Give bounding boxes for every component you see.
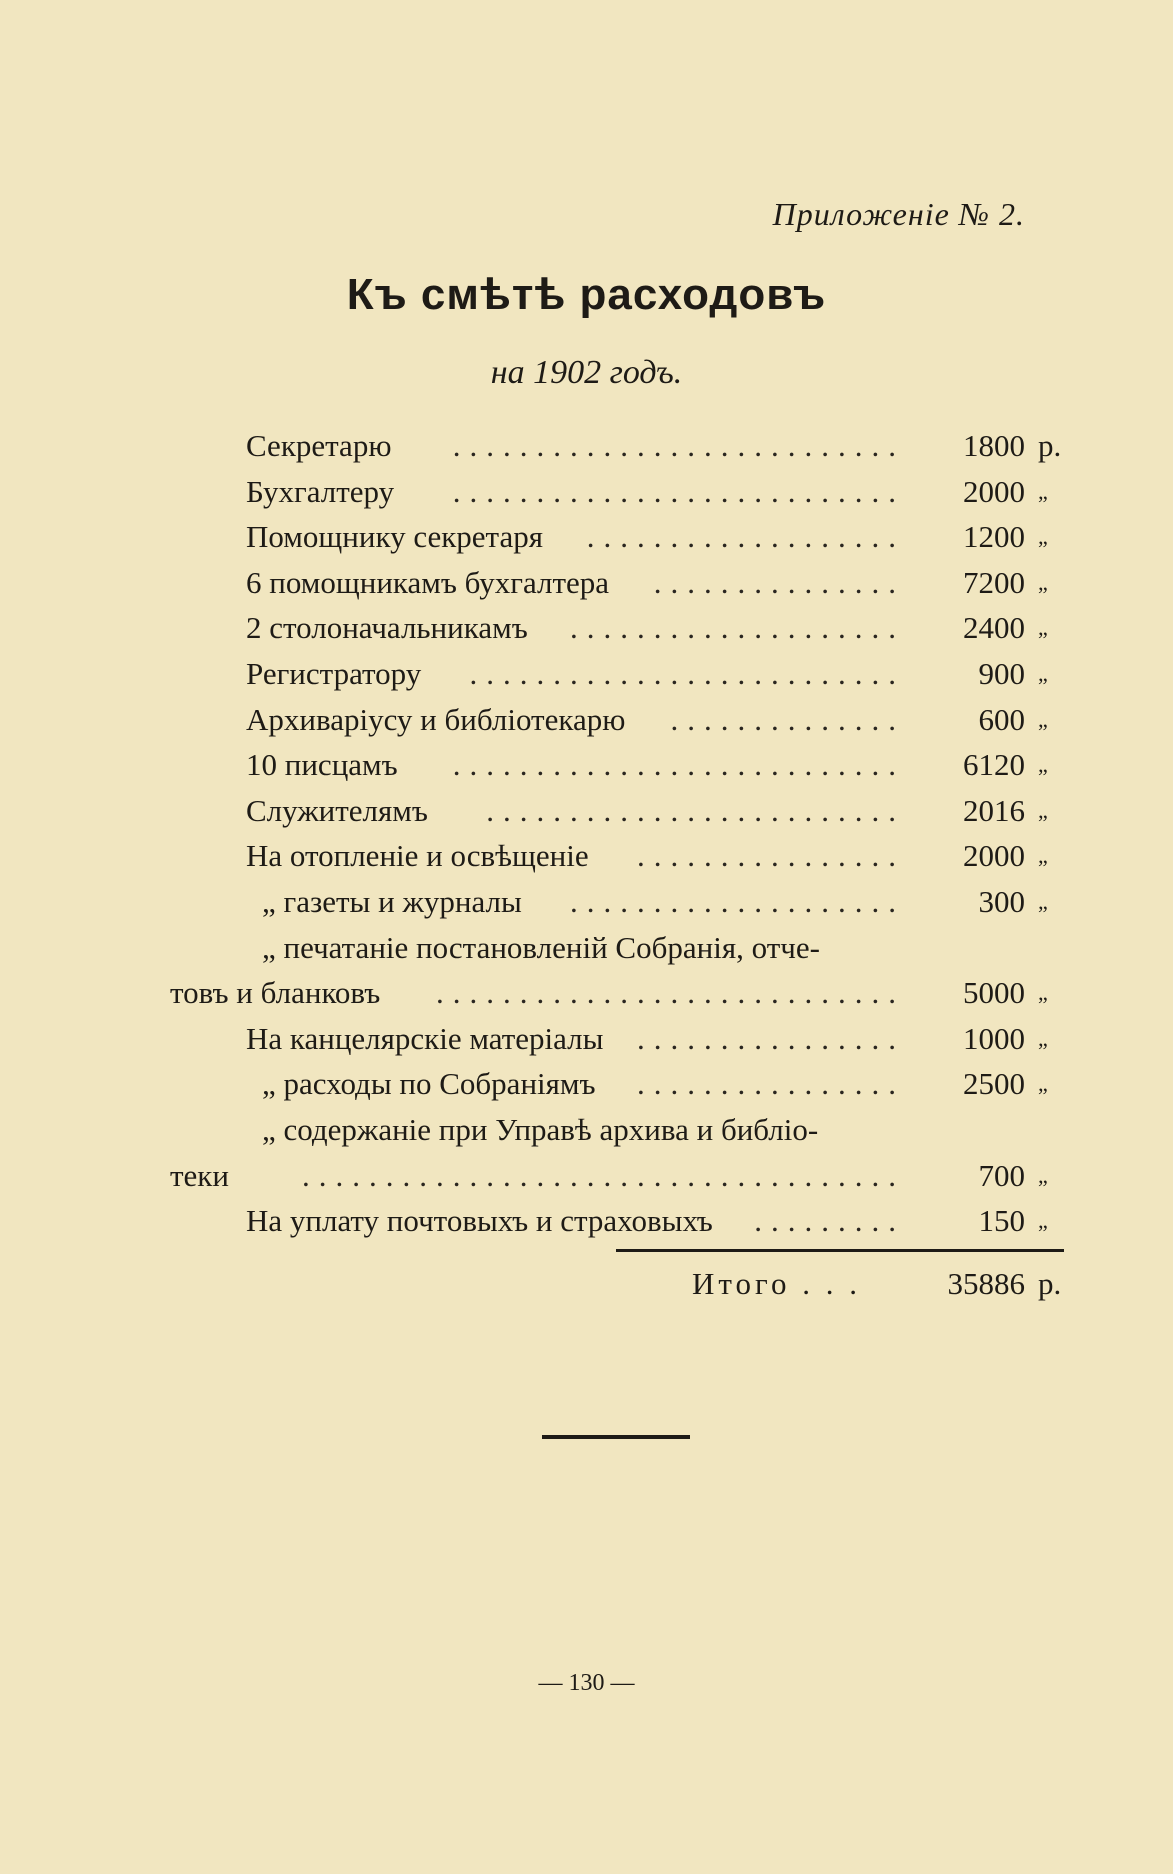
expense-amount: 300 bbox=[978, 884, 1025, 919]
expense-unit: „ bbox=[1038, 1025, 1048, 1051]
leader-dots: ................ bbox=[637, 1066, 905, 1102]
expense-label: Помощнику секретаря bbox=[246, 519, 543, 555]
expense-amount: 1200 bbox=[963, 519, 1025, 555]
expense-label: На уплату почтовыхъ и страховыхъ bbox=[246, 1203, 713, 1239]
expense-amount: 1000 bbox=[963, 1020, 1025, 1056]
expense-label: Служителямъ bbox=[246, 792, 428, 828]
expense-unit: „ bbox=[1038, 1208, 1048, 1234]
expense-label: теки bbox=[170, 1157, 229, 1193]
expense-row bbox=[0, 562, 1173, 604]
total-row bbox=[0, 1262, 1173, 1306]
appendix-label: Приложеніе № 2. bbox=[772, 196, 1025, 232]
expense-amount: 2500 bbox=[963, 1066, 1025, 1102]
total-unit: р. bbox=[1038, 1266, 1062, 1301]
expense-unit: „ bbox=[1038, 478, 1048, 504]
expense-label: Бухгалтеру bbox=[246, 473, 395, 509]
expense-label: „ печатаніе постановленій Собранія, отче- bbox=[262, 929, 820, 965]
leader-dots: ............................ bbox=[436, 975, 905, 1011]
leader-dots: .............. bbox=[670, 701, 905, 737]
expense-label: „ газеты и журналы bbox=[262, 884, 522, 919]
leader-dots: .................... bbox=[570, 884, 905, 919]
expense-row bbox=[0, 1109, 1173, 1151]
expense-unit: „ bbox=[1038, 980, 1048, 1006]
leader-dots: ........................... bbox=[452, 747, 905, 783]
expense-unit: „ bbox=[1038, 1162, 1048, 1188]
leader-dots: ........................... bbox=[452, 428, 905, 463]
expense-row bbox=[0, 744, 1173, 786]
expense-amount: 700 bbox=[978, 1157, 1025, 1193]
expense-unit: „ bbox=[1038, 1071, 1048, 1097]
expense-unit: „ bbox=[1038, 569, 1048, 595]
expense-label: „ содержаніе при Управѣ архива и библіо- bbox=[262, 1112, 819, 1147]
expense-label: „ расходы по Собраніямъ bbox=[262, 1066, 596, 1102]
expense-amount: 150 bbox=[978, 1203, 1025, 1239]
expense-unit: „ bbox=[1038, 661, 1048, 686]
leader-dots: ............... bbox=[653, 564, 905, 600]
expense-row bbox=[0, 1200, 1173, 1242]
leader-dots: ................... bbox=[586, 519, 905, 555]
total-label: Итого . . . bbox=[692, 1266, 861, 1301]
expense-amount: 5000 bbox=[963, 975, 1025, 1011]
expense-unit: „ bbox=[1038, 706, 1048, 732]
expense-row bbox=[0, 1063, 1173, 1105]
expense-row bbox=[0, 471, 1173, 513]
leader-dots: .................................... bbox=[302, 1157, 905, 1193]
sum-divider bbox=[616, 1249, 1064, 1252]
expense-amount: 2016 bbox=[963, 792, 1025, 828]
expense-row bbox=[0, 881, 1173, 923]
page-subtitle: на 1902 годъ. bbox=[490, 354, 683, 391]
expense-label: Архиваріусу и библіотекарю bbox=[246, 701, 626, 737]
expense-amount: 6120 bbox=[963, 747, 1025, 783]
expense-label: На отопленіе и освѣщеніе bbox=[246, 838, 589, 874]
expense-row bbox=[0, 835, 1173, 877]
expense-unit: „ bbox=[1038, 524, 1048, 550]
leader-dots: .......................... bbox=[469, 656, 905, 691]
page-number: — 130 — bbox=[538, 1670, 635, 1696]
leader-dots: ................ bbox=[637, 838, 905, 874]
expense-amount: 1800 bbox=[963, 428, 1025, 463]
expense-amount: 900 bbox=[978, 656, 1025, 691]
expense-amount: 2000 bbox=[963, 473, 1025, 509]
expense-row bbox=[0, 1155, 1173, 1197]
expense-unit: р. bbox=[1038, 428, 1062, 463]
leader-dots: ........................... bbox=[452, 473, 905, 509]
expense-label: товъ и бланковъ bbox=[170, 975, 381, 1011]
expense-unit: „ bbox=[1038, 797, 1048, 823]
page-title: Къ смѣтѣ расходовъ bbox=[346, 270, 827, 319]
expense-amount: 600 bbox=[978, 701, 1025, 737]
expense-row bbox=[0, 516, 1173, 558]
leader-dots: ................ bbox=[637, 1020, 905, 1056]
leader-dots: ......................... bbox=[486, 792, 905, 828]
expense-label: На канцелярскіе матеріалы bbox=[246, 1020, 604, 1056]
expense-label: 10 писцамъ bbox=[246, 747, 398, 783]
expense-amount: 2400 bbox=[963, 610, 1025, 646]
expense-label: 2 столоначальникамъ bbox=[246, 610, 528, 646]
total-amount: 35886 bbox=[947, 1266, 1025, 1301]
section-rule bbox=[542, 1435, 690, 1439]
expense-row bbox=[0, 653, 1173, 695]
expense-amount: 7200 bbox=[963, 564, 1025, 600]
expense-row bbox=[0, 699, 1173, 741]
leader-dots: .................... bbox=[570, 610, 905, 646]
expense-label: Секретарю bbox=[246, 428, 392, 463]
expense-row bbox=[0, 425, 1173, 467]
expense-row bbox=[0, 1018, 1173, 1060]
expense-unit: „ bbox=[1038, 889, 1048, 914]
expense-label: Регистратору bbox=[246, 656, 422, 691]
expense-row bbox=[0, 972, 1173, 1014]
expense-unit: „ bbox=[1038, 752, 1048, 778]
expense-row bbox=[0, 927, 1173, 969]
expense-unit: „ bbox=[1038, 615, 1048, 641]
expense-row bbox=[0, 607, 1173, 649]
expense-unit: „ bbox=[1038, 843, 1048, 869]
expense-row bbox=[0, 790, 1173, 832]
leader-dots: ......... bbox=[754, 1203, 905, 1239]
expense-label: 6 помощникамъ бухгалтера bbox=[246, 564, 610, 600]
expense-amount: 2000 bbox=[963, 838, 1025, 874]
